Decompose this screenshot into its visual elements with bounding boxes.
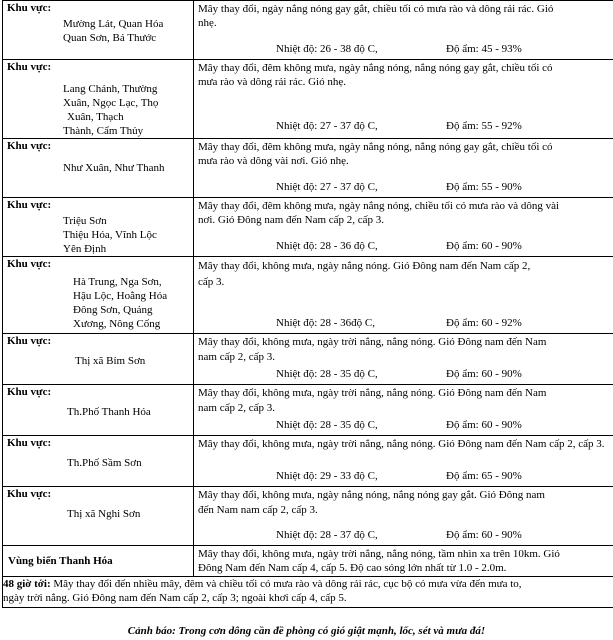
forecast-description (194, 1, 613, 42)
region-label: Khu vực: (7, 258, 52, 270)
region-areas (3, 15, 193, 45)
temperature-range: Nhiệt độ: 28 - 37 độ C, (276, 529, 378, 541)
humidity-range: Độ ẩm: 55 - 90% (446, 181, 522, 193)
humidity-range: Độ ẩm: 60 - 92% (446, 317, 522, 329)
forecast-metrics (194, 528, 613, 542)
region-cell (3, 436, 194, 487)
forecast-description-line: đến Nam nam cấp 2, cấp 3. (198, 504, 318, 516)
region-area-line: Yên Định (63, 243, 107, 255)
temperature-range: Nhiệt độ: 28 - 36độ C, (276, 317, 375, 329)
forecast-description (194, 334, 613, 367)
forecast-description (194, 139, 613, 180)
humidity-range: Độ ẩm: 55 - 92% (446, 120, 522, 132)
forecast-info-cell (194, 60, 613, 139)
region-cell (3, 198, 194, 257)
forecast-info-cell (194, 385, 613, 436)
temperature-range: Nhiệt độ: 28 - 36 độ C, (276, 240, 378, 252)
temperature-range: Nhiệt độ: 26 - 38 độ C, (276, 43, 378, 55)
humidity-range: Độ ẩm: 60 - 90% (446, 419, 522, 431)
region-area-line: Xuân, Thạch (67, 111, 124, 123)
region-cell (3, 334, 194, 385)
region-cell (3, 257, 194, 334)
forecast-description-line: Mây thay đổi, đêm không mưa, ngày nắng nóng, chiều tối có mưa rào và dông vài (198, 200, 560, 212)
forecast-description (194, 60, 613, 119)
region-label: Khu vực: (7, 2, 52, 14)
region-area-line: Đông Sơn, Quảng (73, 304, 153, 316)
forecast-metrics (194, 316, 613, 330)
temperature-range: Nhiệt độ: 27 - 37 độ C, (276, 181, 378, 193)
sea-description-line: Đông Nam đến Nam cấp 4, cấp 5. Độ cao sóng lớn nhất từ 1.0 - 2.0m. (198, 562, 507, 574)
region-cell (3, 139, 194, 198)
forecast-description-line: Mây thay đổi, đêm không mưa, ngày nắng nóng, nắng nóng gay gắt, chiều tối có (198, 141, 553, 153)
forecast-info-cell (194, 436, 613, 487)
forecast-description-line: Mây thay đổi, không mưa, ngày nắng nóng, nắng nóng gay gắt. Gió Đông nam (198, 489, 545, 501)
outlook-label: 48 giờ tới: (3, 578, 51, 590)
region-areas (3, 399, 193, 419)
humidity-range: Độ ẩm: 60 - 90% (446, 240, 522, 252)
forecast-info-cell (194, 487, 613, 546)
humidity-range: Độ ẩm: 45 - 93% (446, 43, 522, 55)
region-area-line: Thành, Cẩm Thủy (63, 125, 144, 137)
forecast-row (3, 334, 613, 385)
sea-description-line: Mây thay đổi, không mưa, ngày trời nắng, nắng nóng, tầm nhìn xa trên 10km. Gió (198, 548, 560, 560)
region-area-line: Thị xã Bỉm Sơn (75, 355, 146, 367)
forecast-info-cell (194, 139, 613, 198)
forecast-metrics (194, 42, 613, 56)
humidity-range: Độ ẩm: 60 - 90% (446, 368, 522, 380)
forecast-description-line: nam cấp 2, cấp 3. (198, 351, 275, 363)
forecast-description (194, 198, 613, 239)
region-area-line: Như Xuân, Như Thanh (63, 162, 165, 174)
temperature-range: Nhiệt độ: 29 - 33 độ C, (276, 470, 378, 482)
forecast-info-cell (194, 1, 613, 60)
forecast-metrics (194, 469, 613, 483)
region-area-line: Quan Sơn, Bá Thước (63, 32, 157, 44)
forecast-description (194, 487, 613, 528)
forecast-description (194, 436, 613, 469)
temperature-range: Nhiệt độ: 28 - 35 độ C, (276, 368, 378, 380)
outlook-line-2: ngày trời nắng. Gió Đông nam đến Nam cấp 2, cấp 3; ngoài khơi cấp 4, cấp 5. (3, 592, 347, 604)
forecast-description-line: nơi. Gió Đông nam đến Nam cấp 2, cấp 3. (198, 214, 385, 226)
humidity-range: Độ ẩm: 60 - 90% (446, 529, 522, 541)
region-areas (3, 450, 193, 470)
forecast-row (3, 139, 613, 198)
forecast-row (3, 487, 613, 546)
forecast-info-cell (194, 334, 613, 385)
temperature-range: Nhiệt độ: 28 - 35 độ C, (276, 419, 378, 431)
outlook-line-1 (3, 577, 613, 591)
forecast-metrics (194, 180, 613, 194)
forecast-row (3, 257, 613, 334)
region-area-line: Lang Chánh, Thường (63, 83, 158, 95)
region-label: Khu vực: (7, 386, 52, 398)
forecast-row (3, 198, 613, 257)
forecast-description-line: mưa rào và dông vài nơi. Gió nhẹ. (198, 155, 349, 167)
forecast-table (2, 0, 613, 608)
sea-description (194, 546, 613, 575)
region-area-line: Xuân, Ngọc Lạc, Thọ (63, 97, 159, 109)
forecast-description-line: Mây thay đổi, không mưa, ngày trời nắng, nắng nóng. Gió Đông nam đến Nam (198, 387, 547, 399)
forecast-table-footer (3, 546, 613, 608)
region-area-line: Mường Lát, Quan Hóa (63, 18, 164, 30)
region-area-line: Thiệu Hóa, Vĩnh Lộc (63, 229, 157, 241)
temperature-range: Nhiệt độ: 27 - 37 độ C, (276, 120, 378, 132)
humidity-range: Độ ẩm: 65 - 90% (446, 470, 522, 482)
region-area-line: Xương, Nông Cống (73, 318, 161, 330)
region-cell (3, 385, 194, 436)
forecast-metrics (194, 239, 613, 253)
forecast-description-line: Mây thay đổi, không mưa, ngày nắng nóng. Gió Đông nam đến Nam cấp 2, (198, 260, 531, 272)
forecast-metrics (194, 418, 613, 432)
region-area-line: Th.Phố Thanh Hóa (67, 406, 151, 418)
region-label: Khu vực: (7, 488, 52, 500)
forecast-info-cell (194, 257, 613, 334)
region-areas (3, 212, 193, 256)
forecast-info-cell (194, 198, 613, 257)
forecast-description-line: nhẹ. (198, 17, 217, 29)
forecast-row (3, 60, 613, 139)
region-areas (3, 74, 193, 138)
forecast-description-line: Mây thay đổi, không mưa, ngày trời nắng, nắng nóng. Gió Đông nam đến Nam cấp 2, cấp 3. (198, 438, 605, 450)
forecast-table-body (3, 1, 613, 546)
forecast-description-line: Mây thay đổi, đêm không mưa, ngày nắng nóng, nắng nóng gay gắt, chiều tối có (198, 62, 553, 74)
sea-info-cell (194, 546, 613, 577)
forecast-description-line: Mây thay đổi, không mưa, ngày trời nắng, nắng nóng. Gió Đông nam đến Nam (198, 336, 547, 348)
region-area-line: Triệu Sơn (63, 215, 107, 227)
region-label: Khu vực: (7, 335, 52, 347)
region-areas (3, 153, 193, 175)
region-cell (3, 487, 194, 546)
region-label: Khu vực: (7, 199, 52, 211)
region-label: Khu vực: (7, 140, 52, 152)
region-areas (3, 271, 193, 331)
forecast-row (3, 436, 613, 487)
region-area-line: Thị xã Nghi Sơn (67, 508, 141, 520)
forecast-metrics (194, 119, 613, 133)
storm-warning: Cảnh báo: Trong cơn dông cần đề phòng có gió giật mạnh, lốc, sét và mưa đá! (127, 625, 486, 637)
region-areas (3, 348, 193, 368)
sea-region-label: Vùng biển Thanh Hóa (8, 555, 113, 567)
region-cell (3, 1, 194, 60)
forecast-metrics (194, 367, 613, 381)
outlook-text: Mây thay đổi đến nhiều mây, đêm và chiều tối có mưa rào và dông rải rác, cục bộ có mưa vừa đến mưa to, (50, 578, 522, 590)
region-area-line: Hà Trung, Nga Sơn, (73, 276, 162, 288)
forecast-description (194, 257, 613, 316)
region-area-line: Hậu Lộc, Hoằng Hóa (73, 290, 168, 302)
forecast-description (194, 385, 613, 418)
forecast-description-line: Mây thay đổi, ngày nắng nóng gay gắt, chiều tối có mưa rào và dông rải rác. Gió (198, 3, 554, 15)
forecast-description-line: nam cấp 2, cấp 3. (198, 402, 275, 414)
sea-row (3, 546, 613, 577)
sea-region-cell (3, 546, 194, 577)
region-cell (3, 60, 194, 139)
forecast-row (3, 1, 613, 60)
forecast-description-line: mưa rào và dông rải rác. Gió nhẹ. (198, 76, 346, 88)
region-area-line: Th.Phố Sầm Sơn (67, 457, 142, 469)
forecast-description-line: cấp 3. (198, 276, 225, 288)
region-label: Khu vực: (7, 437, 52, 449)
outlook-cell (3, 577, 613, 608)
forecast-row (3, 385, 613, 436)
outlook-row (3, 577, 613, 608)
region-areas (3, 501, 193, 521)
region-label: Khu vực: (7, 61, 52, 73)
